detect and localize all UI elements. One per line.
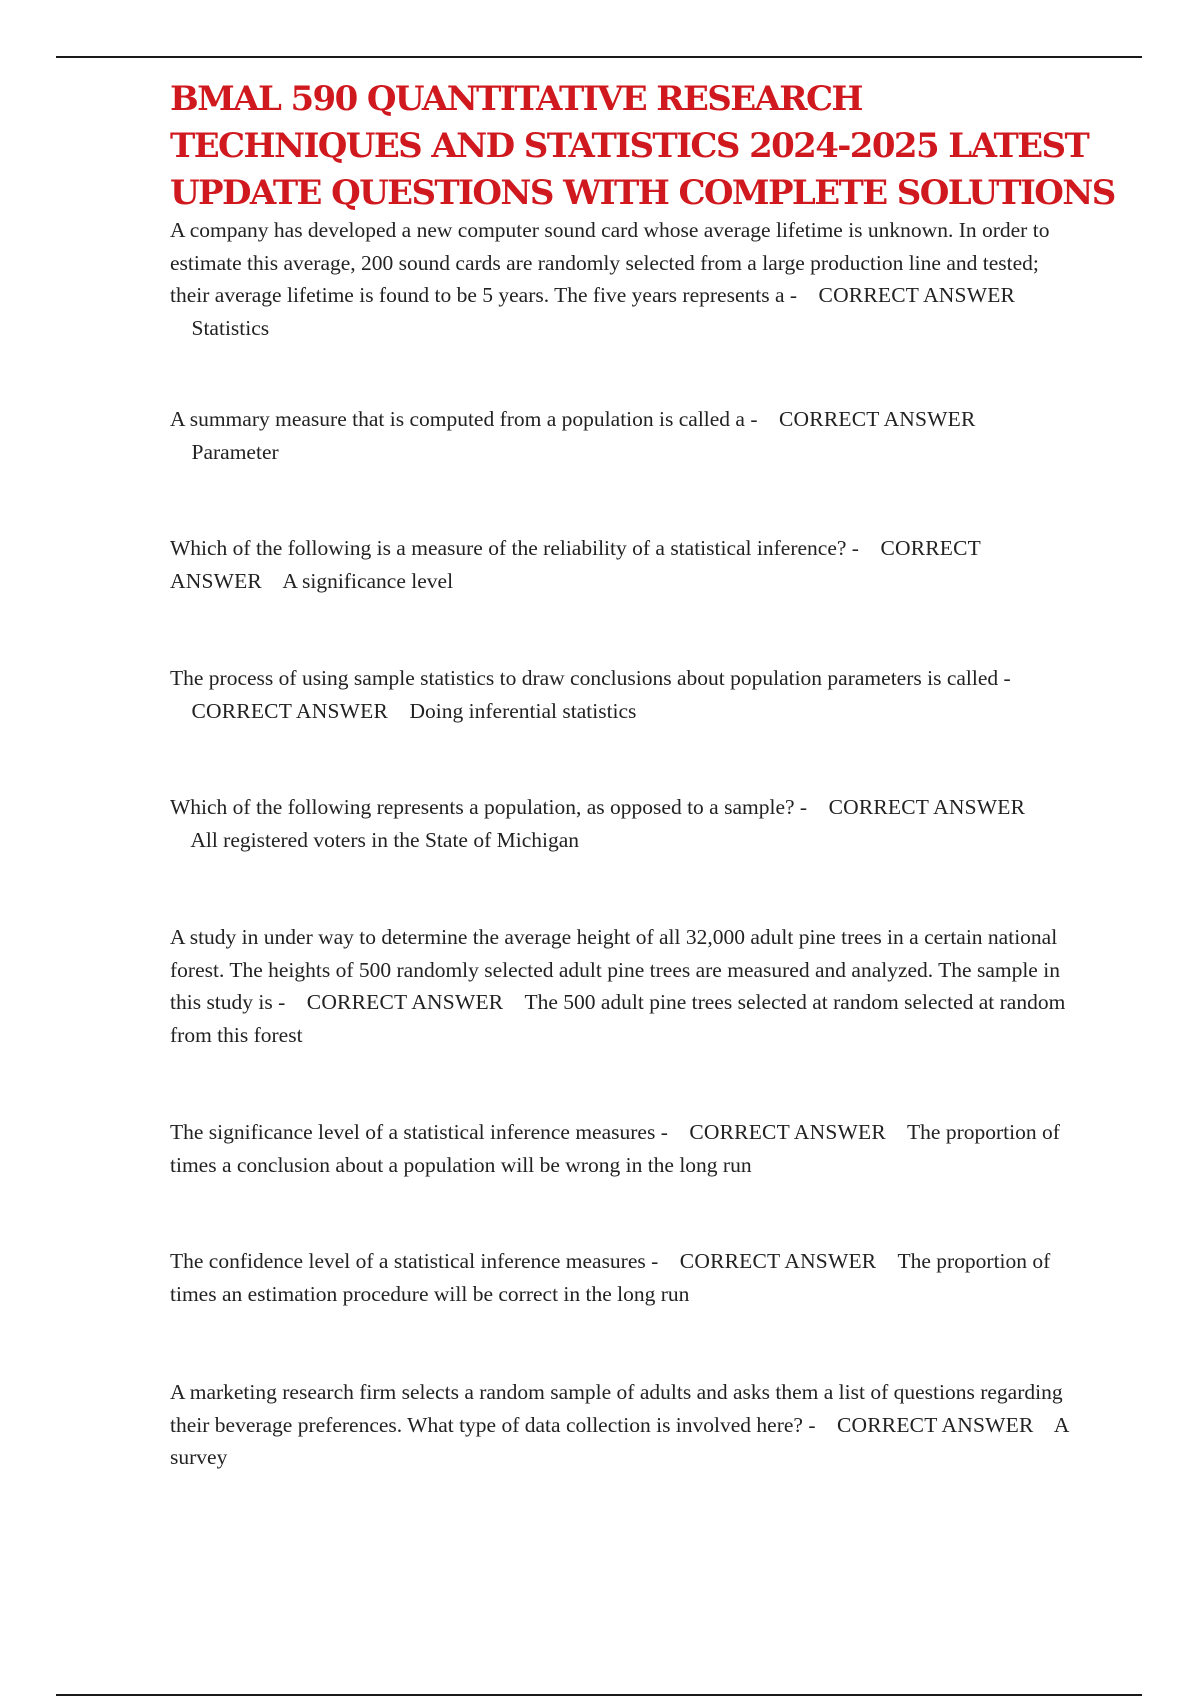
qa-item — [170, 921, 1070, 1051]
top-divider — [56, 56, 1142, 58]
answer-text: The 500 adult pine trees selected at random selected at random from this forest — [170, 990, 1066, 1047]
answer-label: CORRECT ANSWER — [170, 536, 981, 593]
qa-item — [170, 662, 1070, 727]
answer-text: The proportion of times a conclusion about a population will be wrong in the long run — [170, 1120, 1060, 1177]
question-text: A company has developed a new computer sound card whose average lifetime is unknown. In order to estimate this average, 200 sound cards are randomly selected from a large production line and tested; their average lifetime is found to be 5 years. The five years represents a - — [170, 218, 1050, 307]
question-text: Which of the following is a measure of the reliability of a statistical inference? - — [170, 536, 859, 560]
answer-label: CORRECT ANSWER — [191, 698, 389, 723]
answer-text: A survey — [170, 1412, 1069, 1469]
question-text: A study in under way to determine the average height of all 32,000 adult pine trees in a certain national forest. The heights of 500 randomly selected adult pine trees are measured and analyzed. The sample in this study is - — [170, 925, 1060, 1014]
title-line: TECHNIQUES AND STATISTICS 2024-2025 LATEST — [170, 126, 1089, 166]
answer-label: CORRECT ANSWER — [306, 990, 504, 1014]
answer-text: A significance level — [282, 568, 454, 593]
document-body — [170, 76, 1115, 1474]
qa-item — [170, 532, 1070, 597]
bottom-divider — [56, 1694, 1142, 1696]
answer-label: CORRECT ANSWER — [837, 1412, 1034, 1437]
answer-label: CORRECT ANSWER — [779, 407, 976, 431]
answer-text: All registered voters in the State of Michigan — [190, 827, 580, 852]
qa-item — [170, 214, 1070, 344]
answer-text: Statistics — [191, 315, 270, 340]
title-line: BMAL 590 QUANTITATIVE RESEARCH — [170, 79, 862, 119]
answer-label: CORRECT ANSWER — [679, 1249, 877, 1273]
title-line: UPDATE QUESTIONS WITH COMPLETE SOLUTIONS — [170, 173, 1115, 213]
qa-item — [170, 1116, 1070, 1181]
document-title — [170, 76, 1115, 217]
answer-text: Parameter — [191, 439, 279, 464]
answer-text: Doing inferential statistics — [409, 698, 637, 723]
answer-label: CORRECT ANSWER — [818, 283, 1016, 307]
qa-item — [170, 403, 1070, 468]
qa-item — [170, 1376, 1070, 1474]
question-text: A marketing research firm selects a random sample of adults and asks them a list of questions regarding their beverage preferences. What type of data collection is involved here? - — [170, 1380, 1063, 1437]
answer-label: CORRECT ANSWER — [828, 795, 1026, 819]
answer-label: CORRECT ANSWER — [689, 1120, 886, 1144]
question-text: The significance level of a statistical inference measures - — [170, 1120, 668, 1144]
qa-item — [170, 791, 1070, 856]
question-text: Which of the following represents a population, as opposed to a sample? - — [170, 795, 808, 819]
qa-list — [170, 214, 1070, 1474]
qa-item — [170, 1245, 1070, 1310]
question-text: The process of using sample statistics to draw conclusions about population parameters is called - — [170, 666, 1011, 690]
question-text: A summary measure that is computed from a population is called a - — [170, 407, 758, 431]
answer-text: The proportion of times an estimation procedure will be correct in the long run — [170, 1249, 1051, 1306]
question-text: The confidence level of a statistical inference measures - — [170, 1249, 659, 1273]
